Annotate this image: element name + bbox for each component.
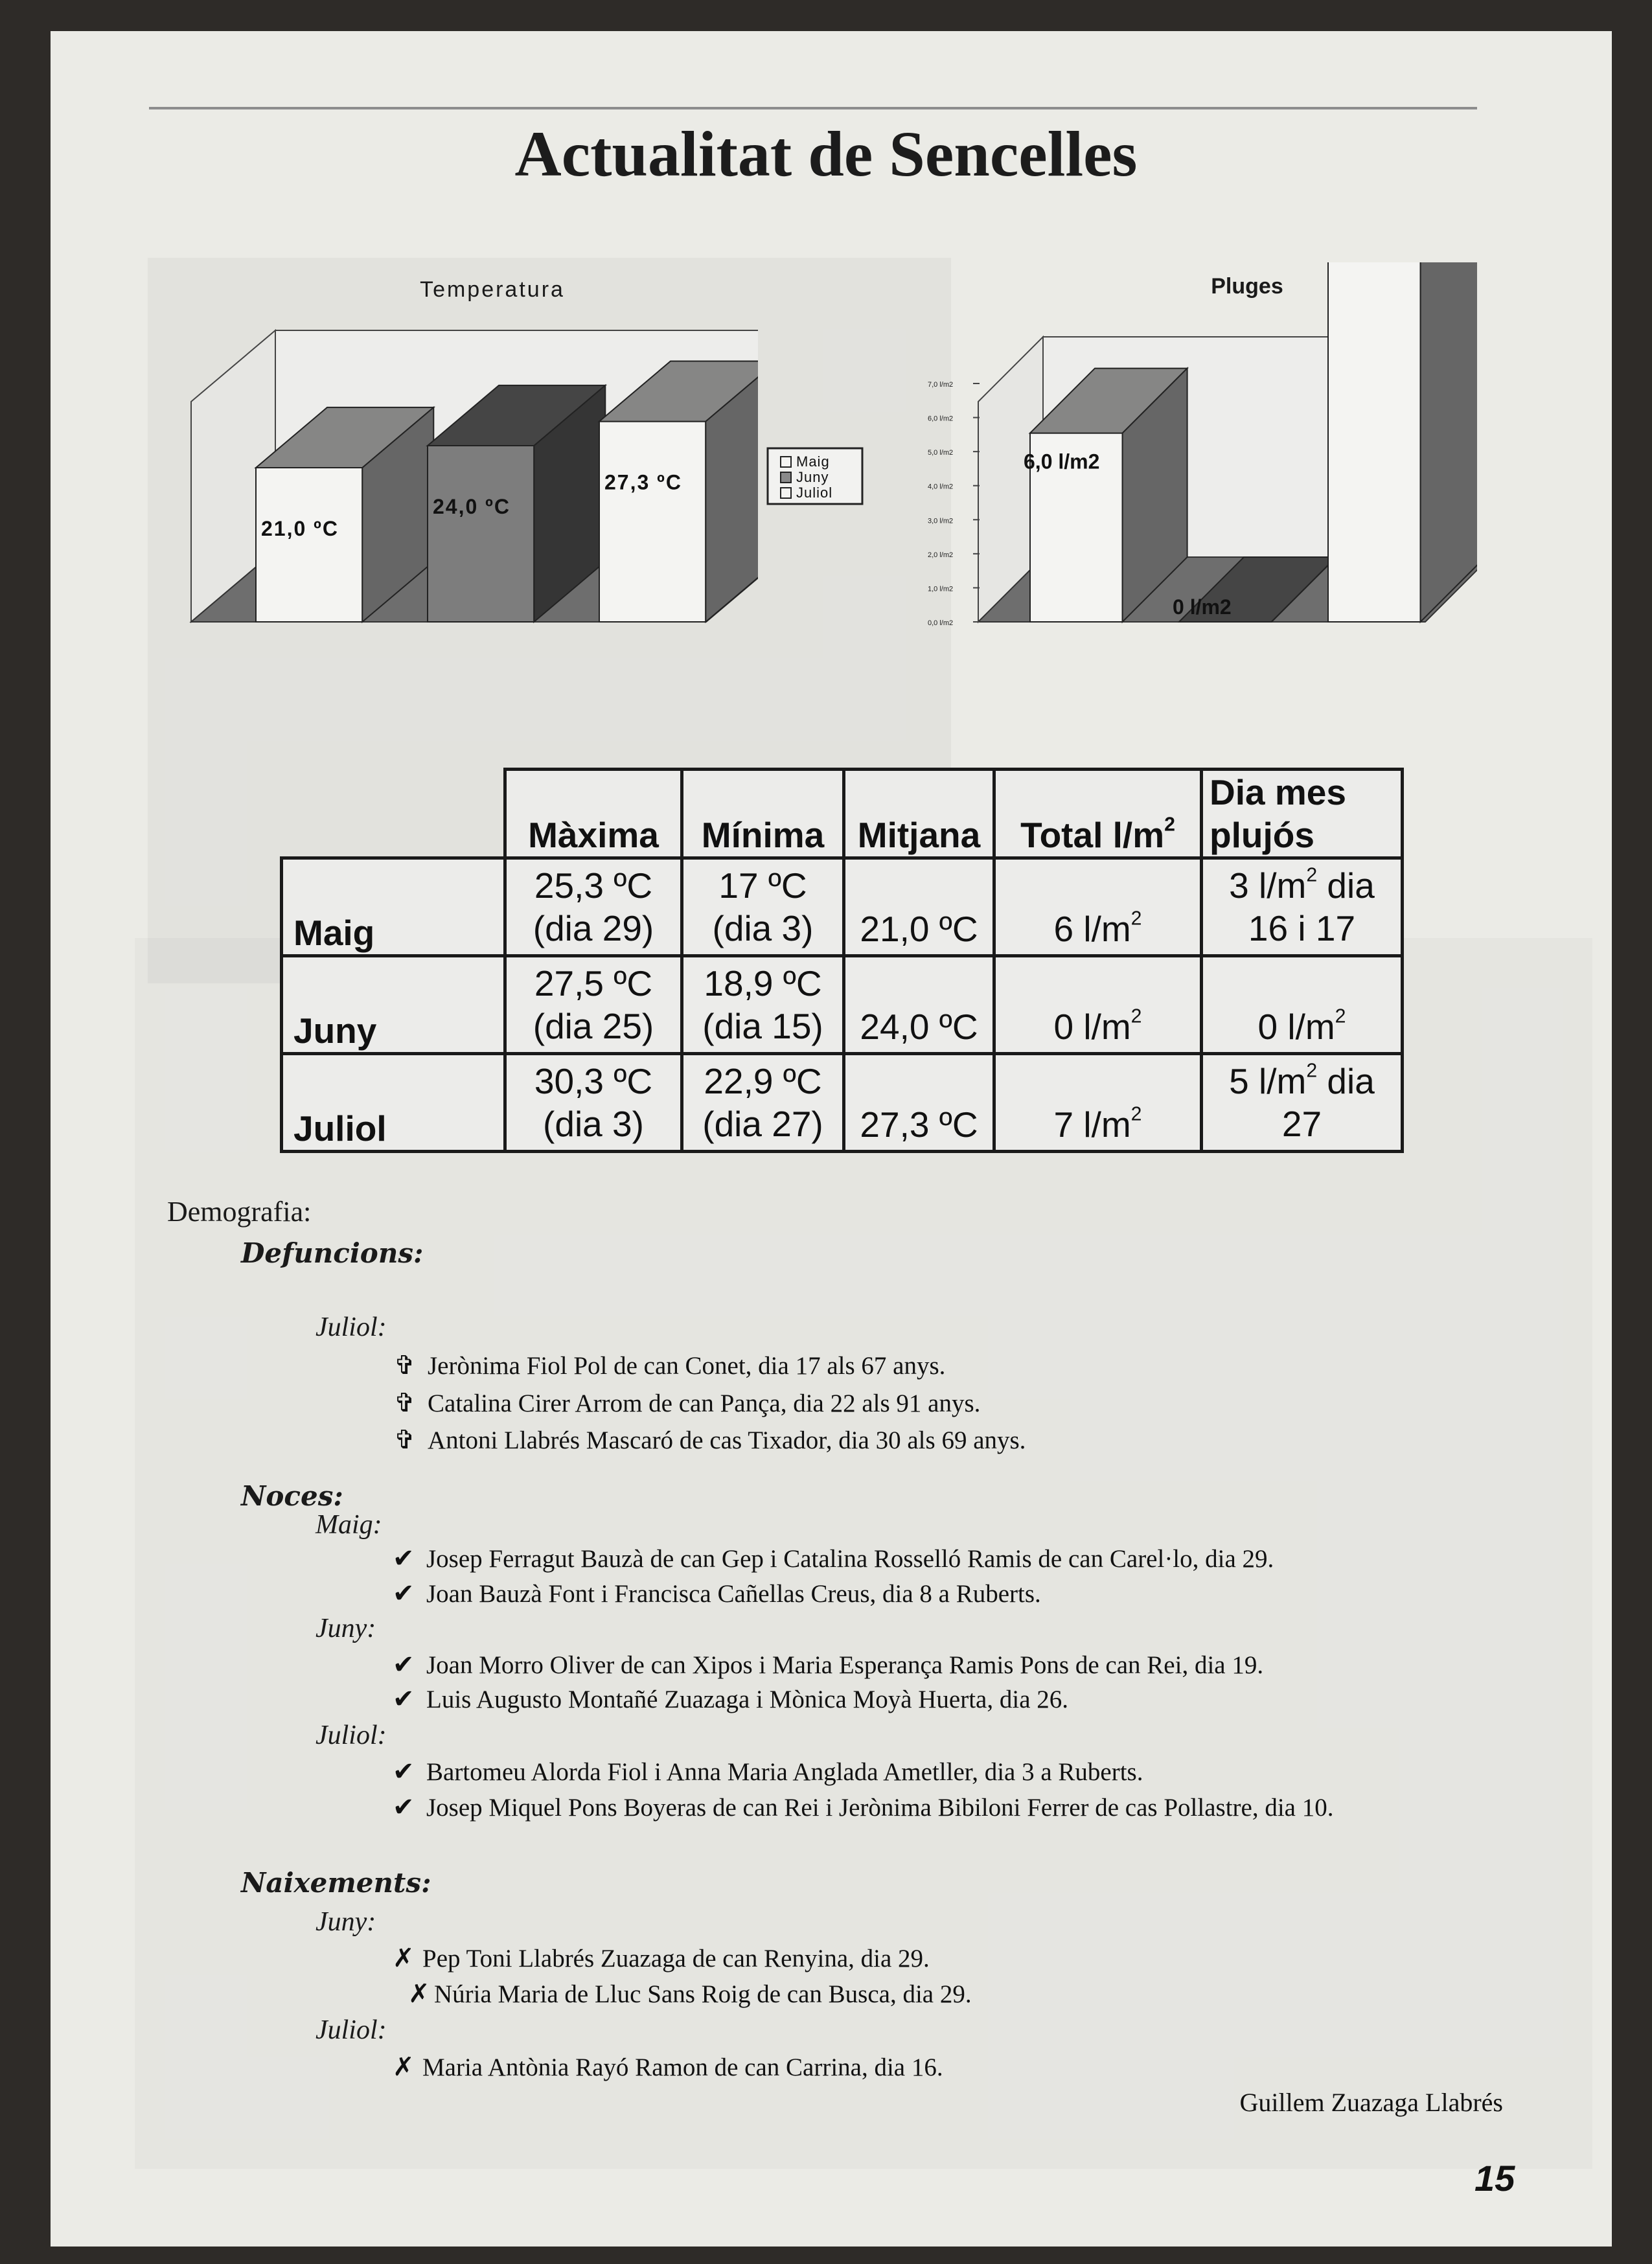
- bar-side: [1421, 262, 1477, 622]
- list-item: ✔ Joan Morro Oliver de can Xipos i Maria Esperança Ramis Pons de can Rei, dia 19.: [393, 1650, 1264, 1680]
- list-item: ✔ Luis Augusto Montañé Zuazaga i Mònica Moyà Huerta, dia 26.: [393, 1684, 1069, 1714]
- bar: [599, 422, 706, 622]
- month-label: Juny:: [315, 1614, 376, 1643]
- header-plujos: Dia mes plujós: [1202, 770, 1403, 858]
- axis-tick-label: 7,0 l/m2: [928, 381, 954, 389]
- header-rule: [149, 107, 1477, 109]
- temperature-chart-svg: [188, 262, 758, 638]
- chart-title: Pluges: [1211, 274, 1283, 299]
- table-header-row: [282, 770, 1403, 858]
- row-label: Juliol: [282, 1054, 505, 1152]
- check-mark-icon: ✔: [393, 1650, 415, 1680]
- legend-swatch: [781, 457, 791, 467]
- cell-total: 7 $l/m^2$: [994, 1054, 1202, 1152]
- rain-chart: [920, 262, 1477, 638]
- cell-minima: 17 ºC (dia 3): [682, 858, 844, 956]
- cross-icon: ✞: [394, 1388, 416, 1418]
- list-item: ✗ Maria Antònia Rayó Ramon de can Carrina, dia 16.: [393, 2052, 943, 2082]
- header-minima: Mínima: [682, 770, 844, 858]
- header-maxima: Màxima: [505, 770, 682, 858]
- check-mark-icon: ✔: [393, 1792, 415, 1822]
- axis-tick-label: 6,0 l/m2: [928, 415, 954, 423]
- month-label: Maig:: [315, 1510, 382, 1540]
- data-label: 0 l/m2: [1173, 595, 1232, 619]
- legend-swatch: [781, 488, 791, 498]
- legend-label: Maig: [796, 453, 830, 470]
- axis-tick-label: 1,0 l/m2: [928, 585, 954, 593]
- row-label: Maig: [282, 858, 505, 956]
- table-row: [282, 1054, 1403, 1152]
- page-number: 15: [1474, 2158, 1515, 2199]
- demografia-heading: Demografia:: [167, 1196, 312, 1228]
- cell-plujos: 0 $l/m^2$: [1202, 956, 1403, 1054]
- temperature-chart: [188, 262, 758, 638]
- cell-mitjana: 21,0 ºC: [844, 858, 994, 956]
- axis-tick-label: 4,0 l/m2: [928, 483, 954, 491]
- x-mark-icon: ✗: [393, 2052, 415, 2082]
- bar: [256, 468, 362, 622]
- list-item: ✔ Josep Miquel Pons Boyeras de can Rei i Jerònima Bibiloni Ferrer de cas Pollastre, dia 10.: [393, 1792, 1334, 1822]
- header-total: Total $l/m^2$: [994, 770, 1202, 858]
- x-mark-icon: ✗: [393, 1943, 415, 1973]
- cell-plujos: 3 $l/m^2$ dia 16 i 17: [1202, 858, 1403, 956]
- cell-minima: 22,9 ºC (dia 27): [682, 1054, 844, 1152]
- data-label: 6,0 l/m2: [1024, 450, 1100, 474]
- chart-legend: [766, 447, 864, 505]
- author-signature: Guillem Zuazaga Llabrés: [1239, 2088, 1503, 2117]
- list-item: ✞ Catalina Cirer Arrom de can Pança, dia 22 als 91 anys.: [394, 1388, 981, 1418]
- list-item: ✔ Josep Ferragut Bauzà de can Gep i Catalina Rosselló Ramis de can Carel·lo, dia 29.: [393, 1544, 1274, 1573]
- cross-icon: ✞: [394, 1351, 416, 1380]
- axis-tick-label: 0,0 l/m2: [928, 619, 954, 627]
- weather-stats-table: [280, 768, 1404, 1153]
- chart-title: Temperatura: [420, 277, 565, 302]
- defuncions-heading: Defuncions:: [241, 1237, 424, 1269]
- row-label: Juny: [282, 956, 505, 1054]
- axis-tick-label: 2,0 l/m2: [928, 551, 954, 559]
- noces-heading: Noces:: [241, 1480, 343, 1512]
- cross-icon: ✞: [394, 1425, 416, 1455]
- list-item: ✞ Jerònima Fiol Pol de can Conet, dia 17 als 67 anys.: [394, 1351, 946, 1380]
- data-label: 24,0 ºC: [433, 495, 511, 518]
- naixements-heading: Naixements:: [241, 1867, 431, 1899]
- check-mark-icon: ✔: [393, 1544, 415, 1573]
- table-row: [282, 858, 1403, 956]
- check-mark-icon: ✔: [393, 1684, 415, 1714]
- cell-maxima: 30,3 ºC (dia 3): [505, 1054, 682, 1152]
- month-label: Juny:: [315, 1907, 376, 1937]
- page-title: Actualitat de Sencelles: [514, 118, 1138, 190]
- legend-label: Juliol: [796, 485, 833, 501]
- month-label: Juliol:: [315, 1721, 387, 1750]
- x-mark-icon: ✗: [408, 1979, 430, 2009]
- data-label: 21,0 ºC: [261, 517, 339, 540]
- month-label: Juliol:: [315, 2015, 387, 2045]
- check-mark-icon: ✔: [393, 1579, 415, 1608]
- legend-swatch: [781, 472, 791, 483]
- cell-total: 0 $l/m^2$: [994, 956, 1202, 1054]
- month-label: Juliol:: [315, 1312, 387, 1342]
- list-item: ✗ Pep Toni Llabrés Zuazaga de can Renyina, dia 29.: [393, 1943, 930, 1973]
- cell-minima: 18,9 ºC (dia 15): [682, 956, 844, 1054]
- list-item: ✞ Antoni Llabrés Mascaró de cas Tixador, dia 30 als 69 anys.: [394, 1425, 1026, 1455]
- cell-maxima: 25,3 ºC (dia 29): [505, 858, 682, 956]
- axis-tick-label: 5,0 l/m2: [928, 449, 954, 457]
- bar: [1328, 262, 1421, 622]
- cell-total: 6 $l/m^2$: [994, 858, 1202, 956]
- cell-mitjana: 27,3 ºC: [844, 1054, 994, 1152]
- list-item: ✔ Bartomeu Alorda Fiol i Anna Maria Anglada Ametller, dia 3 a Ruberts.: [393, 1757, 1143, 1787]
- list-item: ✗ Núria Maria de Lluc Sans Roig de can Busca, dia 29.: [408, 1979, 972, 2009]
- bar: [428, 446, 534, 622]
- data-label: 27,3 ºC: [604, 470, 682, 494]
- legend-label: Juny: [796, 469, 829, 485]
- check-mark-icon: ✔: [393, 1757, 415, 1787]
- rain-chart-svg: [920, 262, 1477, 638]
- axis-tick-label: 3,0 l/m2: [928, 517, 954, 525]
- table-corner: [282, 770, 505, 858]
- header-mitjana: Mitjana: [844, 770, 994, 858]
- cell-mitjana: 24,0 ºC: [844, 956, 994, 1054]
- list-item: ✔ Joan Bauzà Font i Francisca Cañellas Creus, dia 8 a Ruberts.: [393, 1579, 1041, 1608]
- cell-plujos: 5 $l/m^2$ dia 27: [1202, 1054, 1403, 1152]
- cell-maxima: 27,5 ºC (dia 25): [505, 956, 682, 1054]
- table-row: [282, 956, 1403, 1054]
